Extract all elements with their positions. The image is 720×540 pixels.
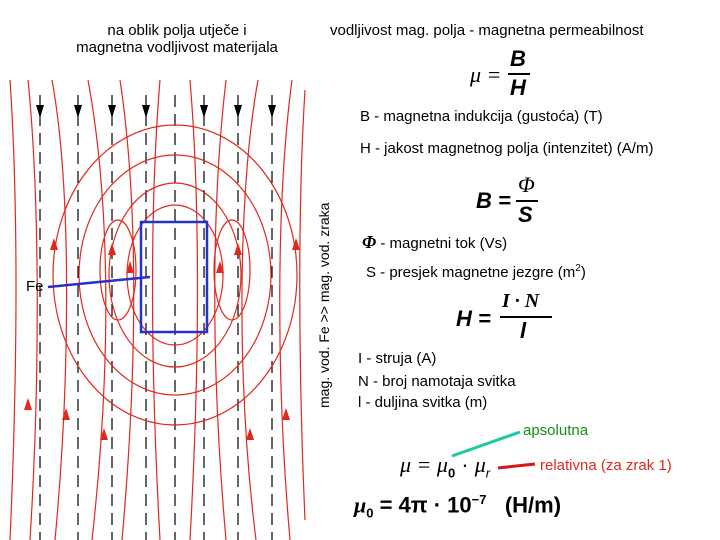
- mu-product-formula: [400, 452, 490, 480]
- mu-formula-lhs: μ =: [470, 62, 502, 87]
- left-title-line1: na oblik polja utječe i: [107, 22, 247, 39]
- s-description: [366, 263, 586, 281]
- mu-product-lhs: μ =: [400, 452, 437, 477]
- mu0-subscript: 0: [447, 465, 456, 481]
- h-description: H - jakost magnetnog polja (intenzitet) (A/m): [360, 140, 654, 157]
- left-title: [57, 22, 297, 56]
- relative-pointer-line: [498, 464, 535, 468]
- mur-subscript: r: [485, 465, 491, 481]
- left-title-line2: magnetna vodljivost materijala: [76, 39, 278, 56]
- phi-symbol: Φ: [362, 232, 377, 252]
- s-tail: ): [580, 264, 586, 281]
- mu-formula-den: H: [510, 75, 526, 100]
- s-sup: 2: [575, 263, 581, 274]
- right-title: vodljivost mag. polja - magnetna permeabilnost: [330, 22, 644, 39]
- h-formula-lhs: H =: [456, 306, 491, 331]
- field-arrows: [24, 238, 300, 440]
- mu0-formula-mu: μ: [354, 492, 367, 518]
- phi-description: [362, 232, 507, 253]
- h-formula-den: l: [520, 318, 527, 343]
- mu0-formula: [354, 492, 561, 521]
- mu0-formula-exp: −7: [471, 492, 487, 507]
- mu0-symbol: μ: [436, 452, 448, 477]
- mu0-formula-unit: (H/m): [486, 492, 562, 518]
- b-formula-num: Φ: [518, 172, 535, 197]
- fe-label: Fe: [26, 278, 44, 295]
- n-description: N - broj namotaja svitka: [358, 373, 516, 390]
- b-description: B - magnetna indukcija (gustoća) (T): [360, 108, 603, 125]
- vertical-caption: mag. vod. Fe >> mag. vod. zraka: [316, 202, 332, 408]
- absolute-label: apsolutna: [523, 422, 589, 439]
- s-text: S - presjek magnetne jezgre (m: [366, 264, 576, 281]
- mu-formula-num: B: [510, 46, 526, 71]
- mu-product-dot: ·: [455, 452, 475, 477]
- mur-symbol: μ: [474, 452, 486, 477]
- i-description: I - struja (A): [358, 350, 437, 367]
- phi-text: - magnetni tok (Vs): [380, 235, 508, 252]
- mu0-formula-sub: 0: [366, 505, 374, 521]
- field-lines: [10, 80, 305, 540]
- relative-label: relativna (za zrak 1): [540, 457, 672, 474]
- b-formula-den: S: [518, 202, 533, 227]
- h-formula-num: I · N: [502, 290, 540, 312]
- mu0-formula-eq: = 4π · 10: [373, 492, 472, 518]
- top-arrows: [36, 105, 276, 118]
- l-description: l - duljina svitka (m): [358, 394, 488, 411]
- b-formula-lhs: B =: [476, 188, 511, 213]
